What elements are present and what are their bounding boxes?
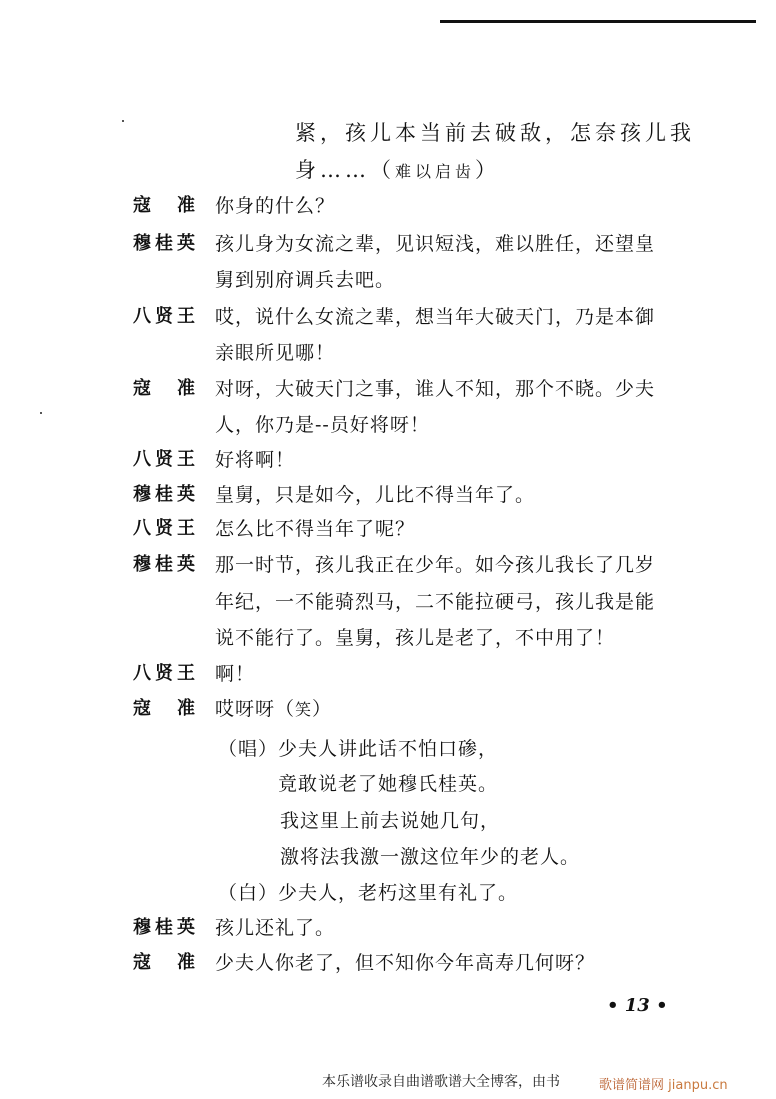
dialogue-line: [0, 480, 776, 512]
speech-text: 好将啊！: [215, 449, 296, 471]
song-lyric: 我这里上前去说她几句，: [280, 810, 501, 832]
dialogue-line: [0, 913, 776, 945]
speaker-label: 穆桂英: [133, 484, 195, 505]
song-line: [218, 734, 498, 761]
dialogue-line: [0, 948, 776, 980]
dialogue-line: [0, 191, 776, 223]
dialogue-line: [0, 514, 776, 546]
speech-text: 怎么比不得当年了呢？: [215, 518, 416, 540]
speaker-label: 寇 准: [133, 378, 195, 399]
speech-text: 哎，说什么女流之辈，想当年大破天门，乃是本御: [215, 306, 656, 328]
speaker-label: 八贤王: [133, 663, 195, 684]
stage-direction-close: ）: [475, 158, 501, 182]
speech-continuation: 舅到别府调兵去吧。: [215, 269, 396, 291]
continuation-line-1: 紧，孩儿本当前去破敌，怎奈孩儿我: [295, 121, 695, 145]
speech-text: 那一时节，孩儿我正在少年。如今孩儿我长了几岁: [215, 554, 656, 576]
dialogue-line: [0, 302, 776, 334]
speech-text: 少夫人你老了，但不知你今年高寿几何呀？: [215, 952, 596, 974]
speaker-label: 穆桂英: [133, 917, 195, 938]
top-rule: [440, 20, 756, 23]
dialogue-line: [0, 374, 776, 406]
speaker-label: 寇 准: [133, 195, 195, 216]
scan-dot: [40, 412, 42, 414]
stage-direction: 笑: [295, 700, 313, 719]
speech-text: 对呀，大破天门之事，谁人不知，那个不晓。少夫: [215, 378, 656, 400]
song-lyric: 竟敢说老了她穆氏桂英。: [278, 773, 499, 795]
sing-marker: （唱）: [218, 738, 279, 760]
speaker-label: 穆桂英: [133, 233, 195, 254]
song-lyric: 少夫人讲此话不怕口碜，: [278, 738, 499, 760]
page-number: • 13 •: [607, 995, 668, 1016]
speech-main: 哎呀呀（: [215, 698, 296, 720]
footer-note: 本乐谱收录自曲谱歌谱大全博客，由书: [322, 1074, 560, 1090]
speech-text: 孩儿身为女流之辈，见识短浅，难以胜任，还望皇: [215, 233, 656, 255]
speech-text: 孩儿还礼了。: [215, 917, 336, 939]
speaker-label: 穆桂英: [133, 554, 195, 575]
watermark: [599, 1074, 728, 1093]
speaker-label: 八贤王: [133, 306, 195, 327]
speech-text: 你身的什么？: [215, 195, 336, 217]
dialogue-line: [0, 229, 776, 261]
continuation-line-2: [295, 154, 500, 184]
watermark-en: jianpu.cn: [668, 1078, 728, 1093]
speech-text: [215, 694, 332, 721]
speech-continuation: 亲眼所见哪！: [215, 342, 336, 364]
continuation-text: 身……（: [295, 158, 395, 182]
speech-text: 皇舅，只是如今，儿比不得当年了。: [215, 484, 536, 506]
dialogue-line: [0, 445, 776, 477]
speech-continuation: 说不能行了。皇舅，孩儿是老了，不中用了！: [215, 627, 616, 649]
speaker-label: 寇 准: [133, 698, 195, 719]
speech-text: 啊！: [215, 663, 256, 685]
dialogue-line: [0, 659, 776, 691]
watermark-cn: 歌谱简谱网: [599, 1078, 665, 1093]
spoken-line: [218, 878, 518, 905]
song-lyric: 激将法我激一激这位年少的老人。: [280, 846, 581, 868]
stage-direction-close: ）: [312, 698, 333, 720]
speech-continuation: 年纪，一不能骑烈马，二不能拉硬弓，孩儿我是能: [215, 591, 656, 613]
stage-direction: 难以启齿: [395, 162, 476, 181]
speech-continuation: 人，你乃是--员好将呀！: [215, 414, 430, 436]
spoken-marker: （白）: [218, 882, 279, 904]
dialogue-line: [0, 694, 776, 726]
speaker-label: 八贤王: [133, 449, 195, 470]
scan-dot: [122, 120, 124, 122]
dialogue-line: [0, 550, 776, 582]
speaker-label: 八贤王: [133, 518, 195, 539]
speaker-label: 寇 准: [133, 952, 195, 973]
spoken-text: 少夫人，老朽这里有礼了。: [278, 882, 519, 904]
